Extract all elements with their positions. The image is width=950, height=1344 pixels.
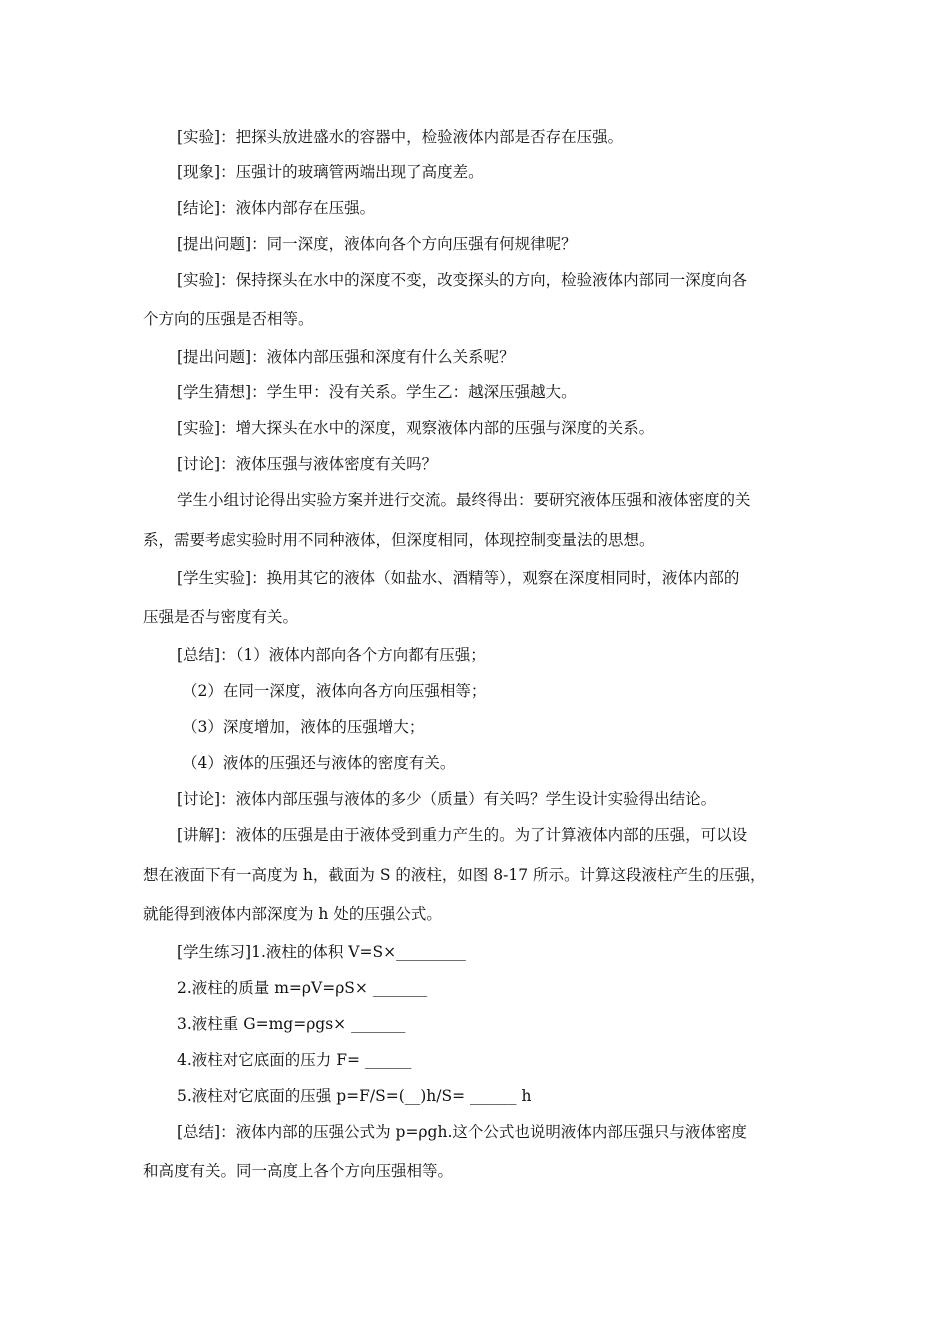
paragraph-line: 和高度有关。同一高度上各个方向压强相等。 xyxy=(143,1162,454,1180)
paragraph-line: [总结]：（1）液体内部向各个方向都有压强； xyxy=(177,646,486,664)
paragraph-line: [现象]：压强计的玻璃管两端出现了高度差。 xyxy=(177,163,484,181)
paragraph-line: （4）液体的压强还与液体的密度有关。 xyxy=(182,754,456,772)
paragraph-line: 个方向的压强是否相等。 xyxy=(143,310,314,328)
paragraph-line: [学生猜想]：学生甲：没有关系。学生乙：越深压强越大。 xyxy=(177,383,577,401)
exercise-line: 5.液柱对它底面的压强 p=F/S=(__)h/S= ______ h xyxy=(177,1087,532,1105)
paragraph-line: [实验]：把探头放进盛水的容器中，检验液体内部是否存在压强。 xyxy=(177,128,624,146)
paragraph-line: 就能得到液体内部深度为 h 处的压强公式。 xyxy=(143,905,442,923)
paragraph-line: 想在液面下有一高度为 h，截面为 S 的液柱，如图 8-17 所示。计算这段液柱产生的压强， xyxy=(143,866,766,884)
exercise-line: [学生练习]1.液柱的体积 V=S×_________ xyxy=(177,943,466,961)
paragraph-line: 压强是否与密度有关。 xyxy=(143,608,299,626)
paragraph-line: [实验]：保持探头在水中的深度不变，改变探头的方向，检验液体内部同一深度向各 xyxy=(177,271,748,289)
paragraph-line: [结论]：液体内部存在压强。 xyxy=(177,199,376,217)
paragraph-line: [总结]：液体内部的压强公式为 p=ρgh.这个公式也说明液体内部压强只与液体密度 xyxy=(177,1123,747,1141)
paragraph-line: [学生实验]：换用其它的液体（如盐水、酒精等），观察在深度相同时，液体内部的 xyxy=(177,569,740,587)
paragraph-line: [实验]：增大探头在水中的深度，观察液体内部的压强与深度的关系。 xyxy=(177,419,655,437)
paragraph-line: （2）在同一深度，液体向各方向压强相等； xyxy=(182,682,487,700)
paragraph-line: 学生小组讨论得出实验方案并进行交流。最终得出：要研究液体压强和液体密度的关 xyxy=(177,491,751,509)
exercise-line: 2.液柱的质量 m=ρV=ρS× _______ xyxy=(177,979,428,997)
paragraph-line: [讨论]：液体内部压强与液体的多少（质量）有关吗？学生设计实验得出结论。 xyxy=(177,790,717,808)
paragraph-line: [讨论]：液体压强与液体密度有关吗？ xyxy=(177,455,438,473)
paragraph-line: （3）深度增加，液体的压强增大； xyxy=(182,718,425,736)
paragraph-line: [提出问题]：液体内部压强和深度有什么关系呢？ xyxy=(177,348,515,366)
exercise-line: 4.液柱对它底面的压力 F= ______ xyxy=(177,1051,412,1069)
paragraph-line: [提出问题]：同一深度，液体向各个方向压强有何规律呢？ xyxy=(177,235,577,253)
exercise-line: 3.液柱重 G=mg=ρgs× _______ xyxy=(177,1015,406,1033)
paragraph-line: [讲解]：液体的压强是由于液体受到重力产生的。为了计算液体内部的压强，可以设 xyxy=(177,826,748,844)
paragraph-line: 系，需要考虑实验时用不同种液体，但深度相同，体现控制变量法的思想。 xyxy=(143,531,655,549)
